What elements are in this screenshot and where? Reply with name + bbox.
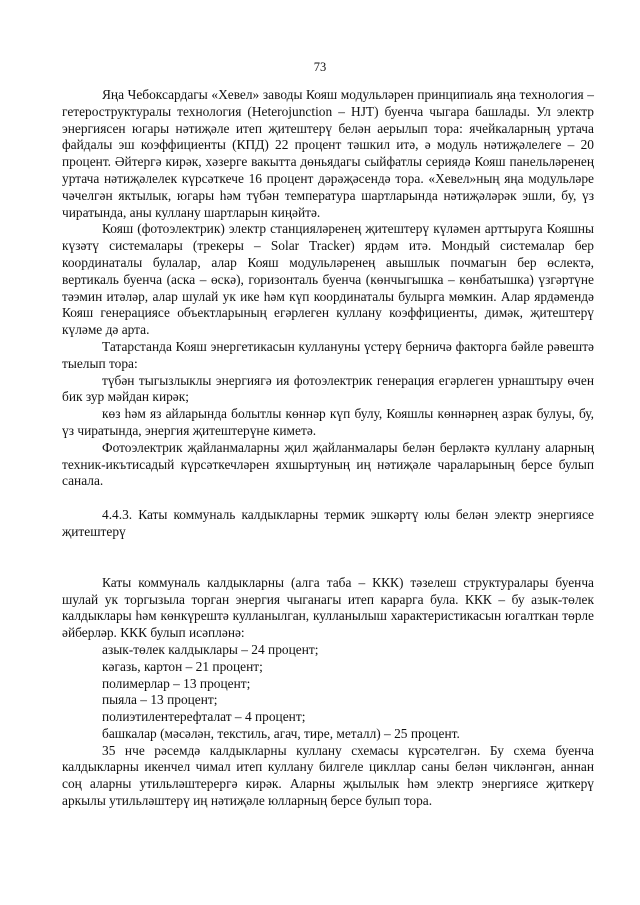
paragraph-solar-trackers: Кояш (фотоэлектрик) электр станцияләренең җитештерү күләмен арттыруга Кояшны күзәтү системалары (трекеры – Solar Tracker) ярдәм итә. Мондый системалар бер координаталы булалар, алар Кояш модульләренең авышлык почмагын бер өслектә, вертикаль буенча (аска – өскә), горизонталь буенча (көнчыгышка – көнбатышка) үзгәртүне тәэмин итәләр, алар шулай ук ике һәм күп координаталы булырга мөмкин. Алар ярдәмендә Кояш генерациясе объектларының егәрлеген куллану коэффициенты, димәк, җитештерү күләме дә арта. (62, 221, 594, 338)
paragraph-msw-intro: Каты коммуналь калдыкларны (алга таба – ККК) тәзелеш структуралары буенча шулай ук торгызыла торган энергия чыганагы итеп карарга була. ККК – бу азык-төлек калдыклары һәм көнкүрештә кулланылган, кулланылыш характеристикасын югалткан төрле әйберләр. ККК булып исәпләнә: (62, 574, 594, 641)
composition-item: пыяла – 13 процент; (102, 692, 218, 708)
paragraph-hybrid-use: Фотоэлектрик җайланмаларны җил җайланмалары белән берләктә куллану аларның техник-икътисадый күрсәткечләрен яхшыртуның иң нәтиҗәле чараларының берсе булып санала. (62, 439, 594, 489)
section-heading: 4.4.3. Каты коммуналь калдыкларны термик эшкәртү юлы белән электр энергиясе җитештерү (62, 507, 594, 539)
composition-item: полиэтилентерефталат – 4 процент; (102, 709, 306, 725)
composition-item: башкалар (мәсәлән, текстиль, агач, тире, металл) – 25 процент. (102, 725, 460, 741)
factor-item: түбән тыгызлыклы энергиягә ия фотоэлектрик генерация егәрлеген урнаштыру өчен бик зур мәйдан кирәк; (62, 372, 594, 405)
paragraph-hevel-plant: Яңа Чебоксардагы «Хевел» заводы Кояш модульләрен принципиаль яңа технология – гетероструктуралы технология (Heterojunction – HJT) буенча чыгара башлады. Ул электр энергиясен югары нәтиҗәле итеп җитештерү белән аерылып тора: ячейкаларның уртача файдалы эш коэффициенты (КПД) 22 процент тәшкил итә, ә модуль нәтиҗәлелеге – 20 процент. Әйтергә кирәк, хәзерге вакытта дөньядагы сыйфатлы сериядә Кояш панельләренең уртача нәтиҗәлелек күрсәткече 16 процент дәрәҗәсендә тора. «Хевел»ның яңа модульләре чәчелгән яктылык, югары һәм түбән температура шартларында нәтиҗәләрәк эшли, бу, үз чиратында, аны куллану шартларын киңәйтә. (62, 87, 594, 220)
document-body (62, 87, 594, 810)
composition-item: кәгазь, картон – 21 процент; (102, 658, 263, 674)
composition-item: азык-төлек калдыклары – 24 процент; (102, 641, 319, 657)
factor-item: көз һәм яз айларында болытлы көннәр күп булу, Кояшлы көннәрнең азрак булуы, бу, үз чиратында, энергия җитештерүне киметә. (62, 406, 594, 438)
paragraph-waste-scheme: 35 нче рәсемдә калдыкларны куллану схемасы күрсәтелгән. Бу схема буенча калдыкларны икенчел чимал итеп куллану билгеле цикллар саны белән чикләнгән, аннан соң аларны утильләштерергә кирәк. Аларны җылылык һәм электр энергиясе җиткерү аркылы утильләштерү иң нәтиҗәле юлларның берсе булып тора. (62, 742, 594, 809)
page-number: 73 (313, 60, 327, 74)
composition-item: полимерлар – 13 процент; (102, 675, 251, 691)
paragraph-limiting-factors: Татарстанда Кояш энергетикасын куллануны үстерү берничә факторга бәйле рәвештә тыелып тора: (62, 338, 594, 371)
